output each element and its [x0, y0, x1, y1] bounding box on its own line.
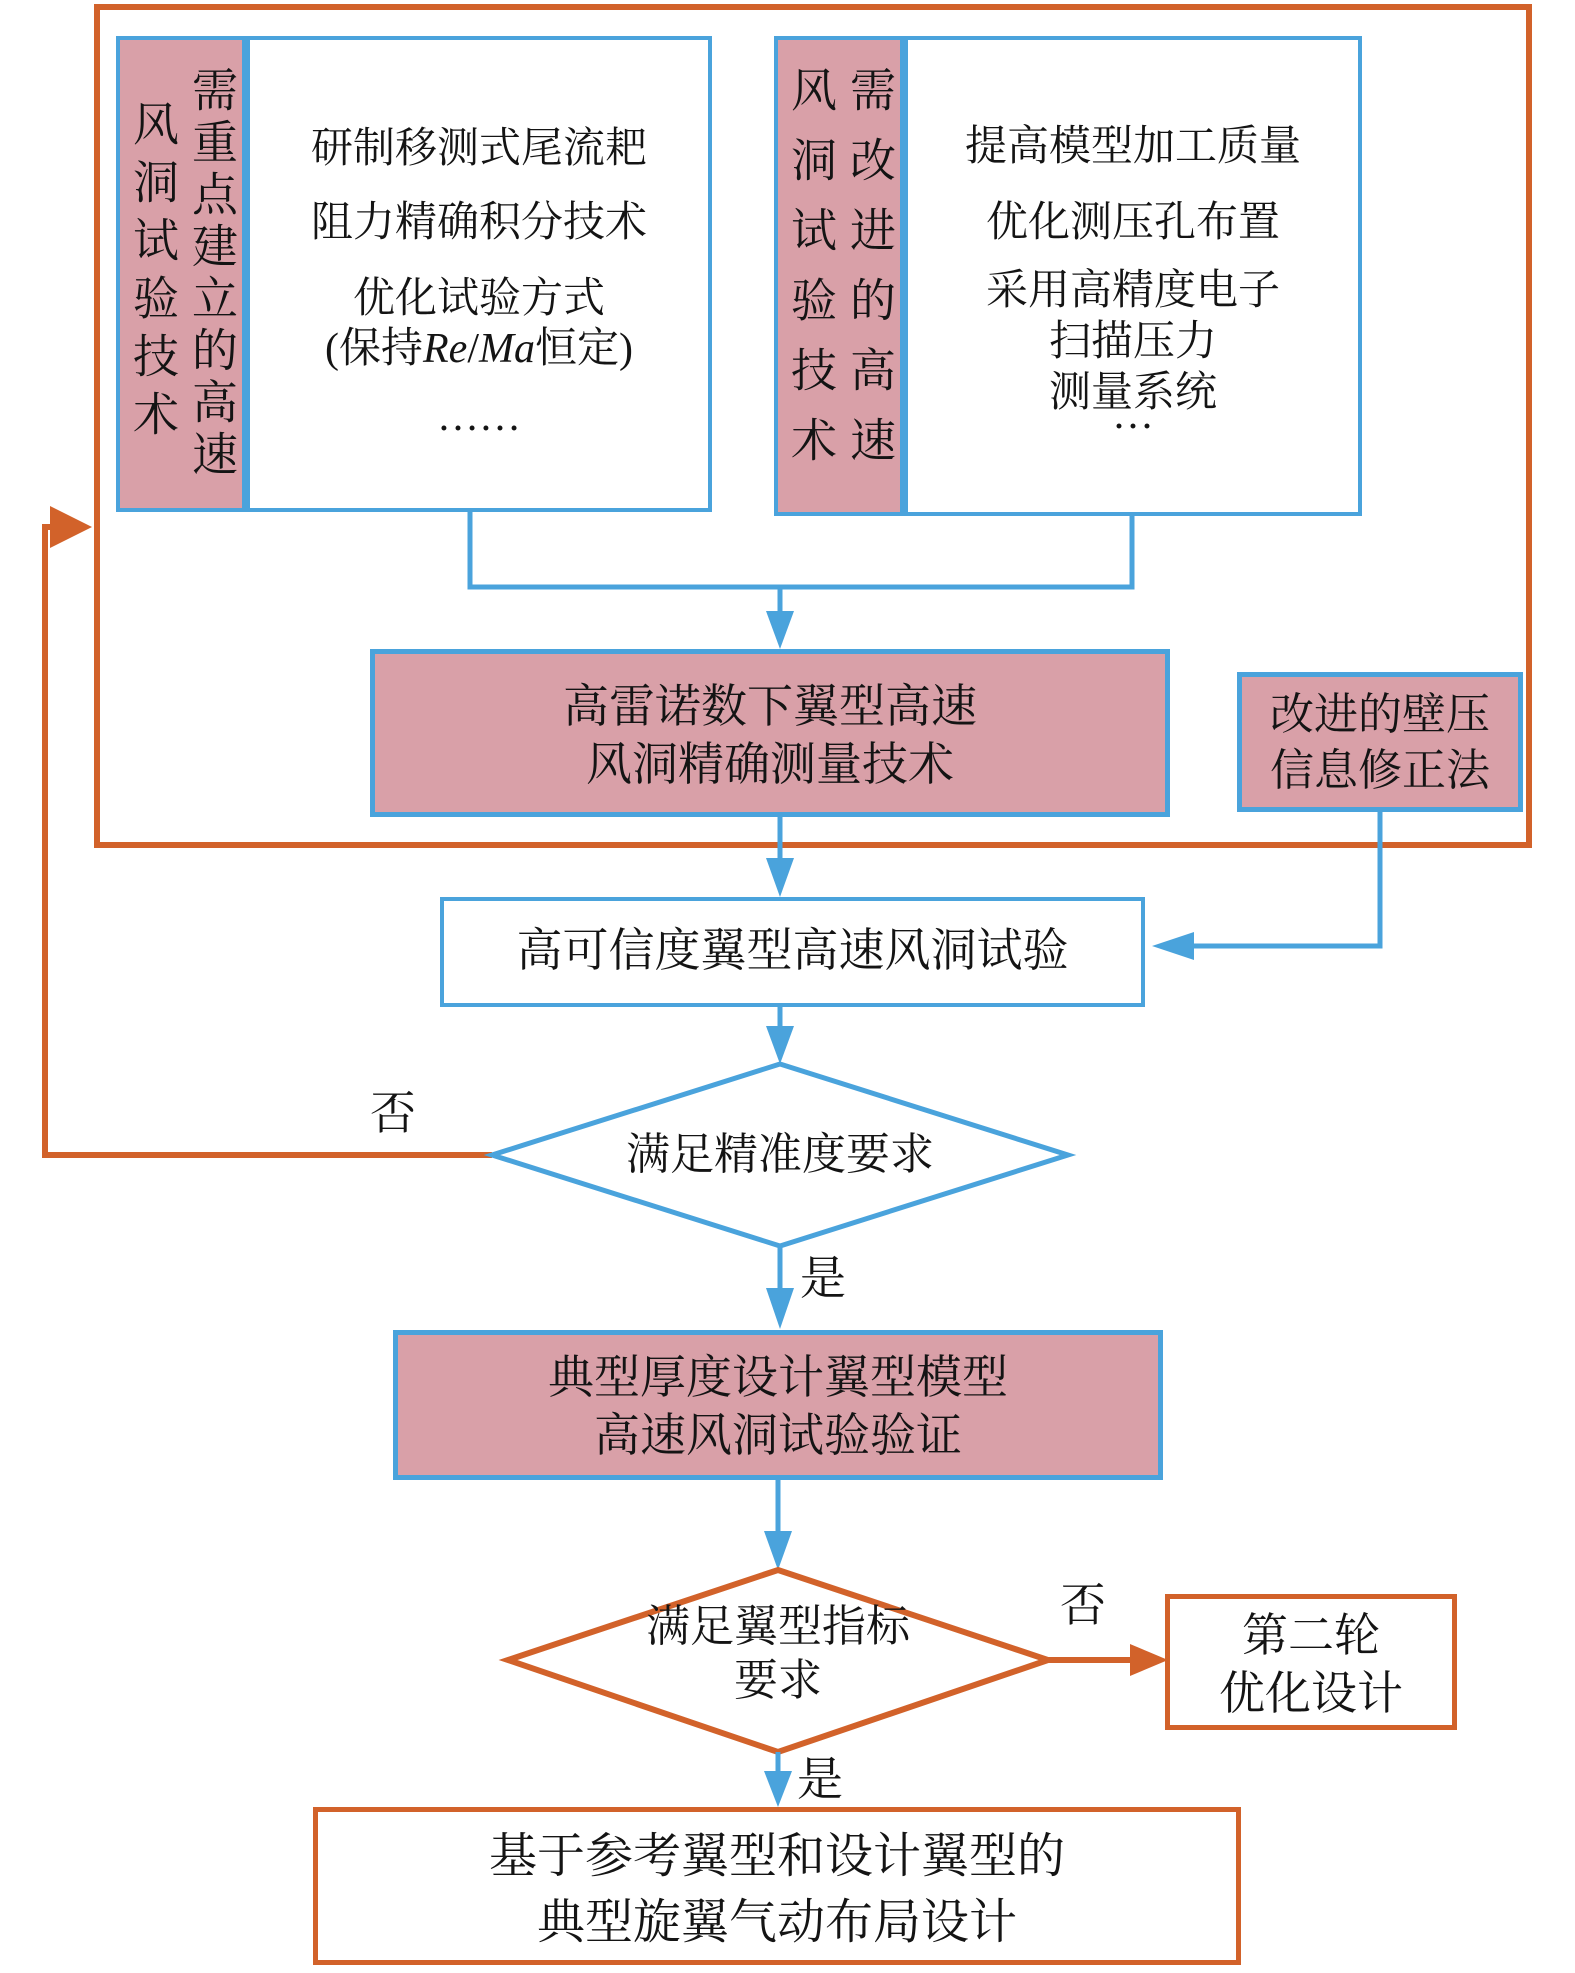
group2-item3-line3: 测量系统	[1048, 370, 1217, 416]
arrow-to-second-round-head	[1130, 1644, 1168, 1676]
group2-side-label	[774, 36, 904, 516]
group2-item3-line2: 扫描压力	[1048, 319, 1217, 365]
decision-accuracy-text: 满足精准度要求	[626, 1130, 934, 1179]
feedback-no-line	[45, 527, 492, 1155]
decision-accuracy-label	[580, 1128, 980, 1182]
group1-side-label	[116, 36, 246, 512]
decision-index-no-label	[1060, 1582, 1106, 1630]
rema-prefix: (保持	[325, 326, 424, 372]
wall-pressure-feed-head	[1152, 932, 1194, 960]
rema-suffix: 恒定)	[534, 326, 633, 372]
decision-index-line2: 要求	[734, 1656, 822, 1705]
group2-item1: 提高模型加工质量	[964, 124, 1301, 170]
group2-side-label-line1: 需改进的高速	[844, 66, 895, 486]
group2-item2: 优化测压孔布置	[985, 200, 1280, 246]
wall-pressure-line2: 信息修正法	[1270, 746, 1490, 795]
group1-item2-line1: 优化试验方式	[352, 276, 605, 322]
credible-test-label: 高可信度翼型高速风洞试验	[516, 925, 1069, 976]
group1-content-box	[246, 36, 712, 512]
verification-box-line1: 典型厚度设计翼型模型	[548, 1352, 1008, 1403]
yes-text: 是	[800, 1253, 846, 1304]
group1-item1-line2: 阻力精确积分技术	[310, 200, 647, 246]
group2-item3-line1: 采用高精度电子	[985, 268, 1280, 314]
verification-box	[393, 1330, 1163, 1480]
arrow-to-verification-head	[766, 1288, 794, 1329]
credible-test-box	[440, 897, 1145, 1007]
arrow-to-final-head	[764, 1771, 792, 1807]
rema-re: Re	[423, 326, 468, 372]
arrow-to-measurement-head	[766, 611, 794, 649]
decision-accuracy-no-label	[370, 1090, 416, 1138]
arrow-to-decision1-head	[766, 1026, 794, 1064]
group2-ellipsis: ···	[1112, 404, 1154, 450]
group1-side-label-line2: 风洞试验技术	[127, 100, 178, 448]
arrow-to-credible-head	[766, 858, 794, 897]
second-round-line1: 第二轮	[1242, 1610, 1380, 1661]
second-round-line2: 优化设计	[1219, 1668, 1403, 1719]
group1-item1-line1: 研制移测式尾流耙	[310, 126, 647, 172]
decision-index-yes-label	[797, 1756, 843, 1804]
wall-pressure-feed-line	[1194, 812, 1380, 946]
rema-ma: Ma	[478, 326, 535, 372]
final-box-line2: 典型旋翼气动布局设计	[536, 1896, 1017, 1949]
second-round-box	[1165, 1594, 1457, 1730]
final-box-line1: 基于参考翼型和设计翼型的	[488, 1830, 1065, 1883]
no-text: 否	[370, 1088, 416, 1139]
merge-bracket-line	[470, 512, 1132, 587]
feedback-no-head	[50, 506, 92, 548]
group1-item2-line2	[250, 324, 708, 374]
yes-text: 是	[797, 1754, 843, 1805]
group1-ellipsis: ……	[437, 394, 521, 440]
decision-index-line1: 满足翼型指标	[646, 1602, 910, 1651]
group2-side-label-line2: 风洞试验技术	[785, 66, 836, 486]
no-text: 否	[1060, 1580, 1106, 1631]
final-box	[313, 1807, 1241, 1965]
measurement-box-line2: 风洞精确测量技术	[586, 739, 954, 790]
measurement-box-line1: 高雷诺数下翼型高速	[563, 681, 977, 732]
group1-side-label-line1: 需重点建立的高速	[186, 66, 237, 482]
decision-index-label	[608, 1600, 948, 1708]
wall-pressure-line1: 改进的壁压	[1270, 690, 1490, 739]
arrow-to-decision2-head	[764, 1531, 792, 1570]
wall-pressure-box	[1237, 672, 1523, 812]
measurement-box	[370, 649, 1170, 817]
decision-accuracy-yes-label	[800, 1255, 846, 1303]
rema-slash: /	[467, 326, 479, 372]
group2-content-box	[904, 36, 1362, 516]
verification-box-line2: 高速风洞试验验证	[594, 1410, 962, 1461]
